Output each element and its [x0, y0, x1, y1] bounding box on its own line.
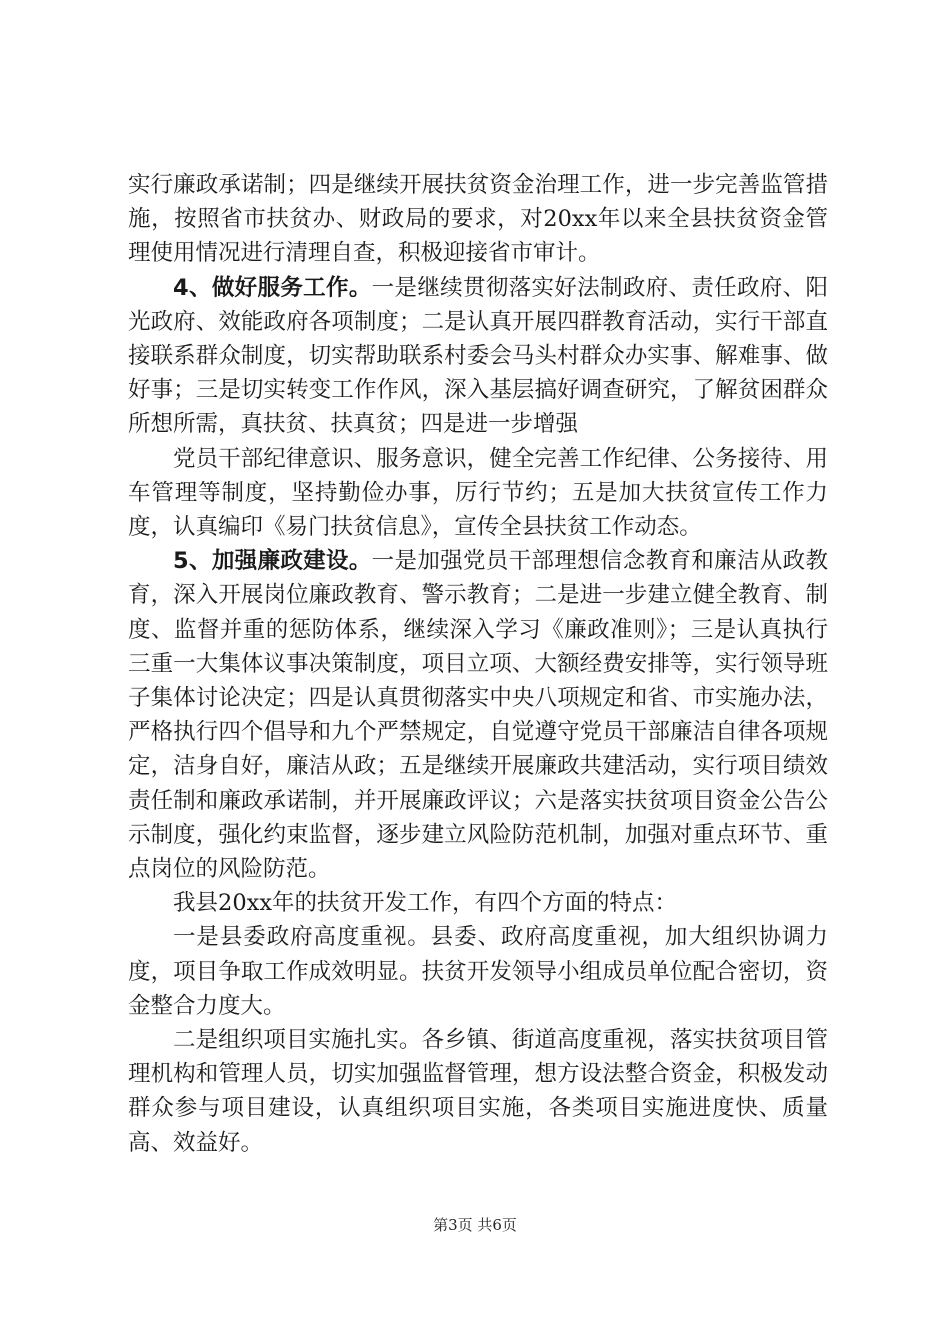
paragraph-text: 一是县委政府高度重视。县委、政府高度重视，加大组织协调力度，项目争取工作成效明显。扶贫开发领导小组成员单位配合密切，资金整合力度大。	[128, 924, 828, 1019]
section-heading-5: 5、加强廉政建设。	[173, 548, 372, 575]
paragraph-text: 我县20xx年的扶贫开发工作，有四个方面的特点：	[173, 890, 678, 917]
paragraph-3	[128, 442, 828, 545]
paragraph-5	[128, 886, 828, 920]
page-number: 第3页 共6页	[433, 1216, 517, 1234]
paragraph-text: 一是加强党员干部理想信念教育和廉洁从政教育，深入开展岗位廉政教育、警示教育；二是进一步建立健全教育、制度、监督并重的惩防体系，继续深入学习《廉政准则》；三是认真执行三重一大集体议事决策制度，项目立项、大额经费安排等，实行领导班子集体讨论决定；四是认真贯彻落实中央八项规定和省、市实施办法，严格执行四个倡导和九个严禁规定，自觉遵守党员干部廉洁自律各项规定，洁身自好，廉洁从政；五是继续开展廉政共建活动，实行项目绩效责任制和廉政承诺制，并开展廉政评议；六是落实扶贫项目资金公告公示制度，强化约束监督，逐步建立风险防范机制，加强对重点环节、重点岗位的风险防范。	[128, 548, 828, 883]
paragraph-6	[128, 920, 828, 1023]
paragraph-2	[128, 271, 828, 442]
paragraph-text: 二是组织项目实施扎实。各乡镇、街道高度重视，落实扶贫项目管理机构和管理人员，切实加强监督管理，想方设法整合资金，积极发动群众参与项目建设，认真组织项目实施，各类项目实施进度快、质量高、效益好。	[128, 1027, 828, 1156]
page-footer	[0, 1214, 950, 1235]
section-heading-4: 4、做好服务工作。	[173, 274, 372, 301]
paragraph-text: 实行廉政承诺制；四是继续开展扶贫资金治理工作，进一步完善监管措施，按照省市扶贫办、财政局的要求，对20xx年以来全县扶贫资金管理使用情况进行清理自查，积极迎接省市审计。	[128, 172, 828, 267]
paragraph-1	[128, 168, 828, 271]
paragraph-4	[128, 544, 828, 886]
document-body	[128, 168, 828, 1160]
paragraph-text: 党员干部纪律意识、服务意识，健全完善工作纪律、公务接待、用车管理等制度，坚持勤俭办事，厉行节约；五是加大扶贫宣传工作力度，认真编印《易门扶贫信息》，宣传全县扶贫工作动态。	[128, 445, 828, 541]
paragraph-text: 一是继续贯彻落实好法制政府、责任政府、阳光政府、效能政府各项制度；二是认真开展四群教育活动，实行干部直接联系群众制度，切实帮助联系村委会马头村群众办实事、解难事、做好事；三是切实转变工作作风，深入基层搞好调查研究，了解贫困群众所想所需，真扶贫、扶真贫；四是进一步增强	[128, 274, 828, 438]
paragraph-7	[128, 1023, 828, 1160]
